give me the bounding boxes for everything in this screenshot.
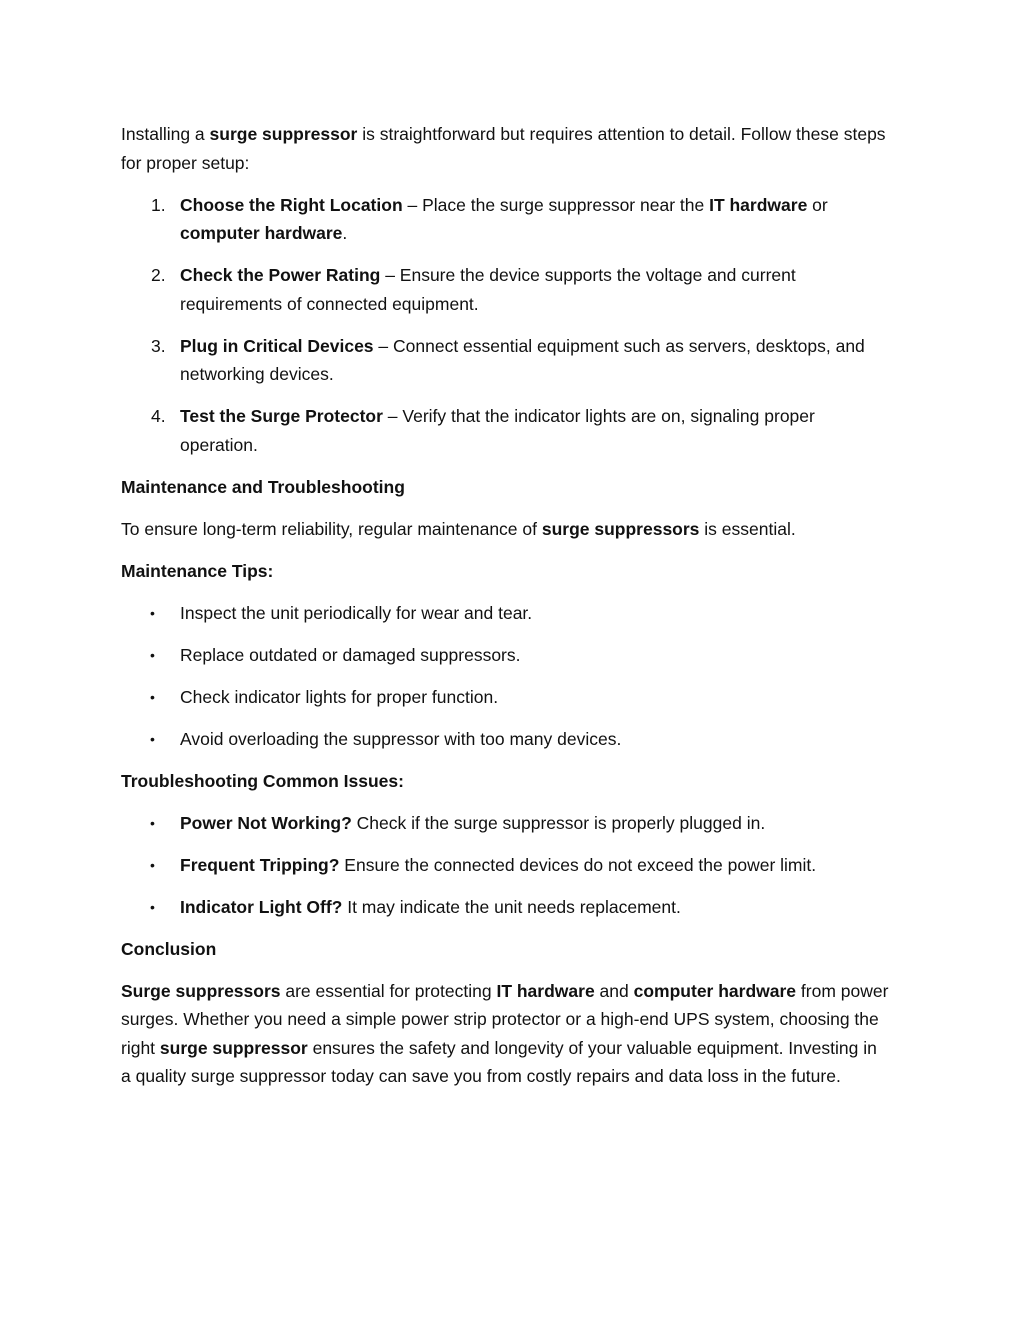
- conclusion-text: are essential for protecting: [280, 980, 497, 1001]
- list-number: 1.: [151, 194, 166, 215]
- tip-text: Check indicator lights for proper function.: [180, 686, 499, 707]
- maintenance-text-2: is essential.: [699, 518, 796, 539]
- step-text: – Place the surge suppressor near the: [402, 194, 710, 215]
- intro-bold-1: surge suppressor: [209, 124, 358, 144]
- intro-text-1: Installing a: [121, 124, 210, 144]
- maintenance-heading: Maintenance and Troubleshooting: [121, 476, 405, 497]
- step-title: Check the Power Rating: [180, 265, 381, 285]
- conclusion-paragraph: [121, 977, 891, 1091]
- tip-text: Inspect the unit periodically for wear and tear.: [180, 602, 533, 623]
- issue-question: Indicator Light Off?: [180, 896, 343, 917]
- list-item: [121, 809, 891, 838]
- step-text: – Ensure the device supports the voltage and current requirements of connected equipment.: [180, 265, 796, 314]
- issue-answer: Ensure the connected devices do not exceed the power limit.: [339, 854, 817, 875]
- troubleshooting-list: [121, 809, 891, 922]
- issue-answer: Check if the surge suppressor is properly plugged in.: [351, 812, 766, 833]
- issue-question: Power Not Working?: [180, 812, 352, 833]
- bullet-icon: •: [150, 814, 155, 831]
- step-bold: computer hardware: [180, 223, 343, 243]
- list-item: [121, 332, 891, 389]
- conclusion-bold: Surge suppressors: [121, 980, 281, 1001]
- maintenance-bold: surge suppressors: [541, 518, 700, 539]
- maintenance-tips-heading: Maintenance Tips:: [121, 560, 274, 581]
- intro-text-2: is straightforward but requires attention to detail. Follow these steps for proper setup:: [121, 124, 886, 173]
- list-item: [121, 599, 891, 628]
- conclusion-heading: Conclusion: [121, 938, 217, 959]
- tip-text: Replace outdated or damaged suppressors.: [180, 644, 521, 665]
- list-number: 2.: [151, 265, 166, 285]
- bullet-icon: •: [150, 688, 155, 705]
- issue-question: Frequent Tripping?: [180, 854, 340, 875]
- list-item: [121, 402, 891, 459]
- list-number: 4.: [151, 406, 166, 426]
- conclusion-text: and: [594, 980, 634, 1001]
- step-text: .: [342, 223, 348, 243]
- bullet-icon: •: [150, 604, 155, 621]
- bullet-icon: •: [150, 646, 155, 663]
- step-bold: IT hardware: [709, 194, 808, 215]
- step-text: or: [807, 194, 828, 215]
- step-title: Choose the Right Location: [180, 194, 403, 215]
- conclusion-bold: surge suppressor: [159, 1037, 308, 1058]
- troubleshooting-heading: Troubleshooting Common Issues:: [121, 770, 404, 791]
- step-title: Plug in Critical Devices: [180, 335, 374, 356]
- list-item: [121, 851, 891, 880]
- conclusion-bold: IT hardware: [496, 980, 595, 1001]
- conclusion-text: ensures the safety and longevity of your valuable equipment. Investing in a quality surge suppressor today can save you from costly repairs and data loss in the future.: [121, 1037, 877, 1086]
- conclusion-text: from power surges. Whether you need a simple power strip protector or a high-end UPS system, choosing the right: [121, 980, 889, 1058]
- intro-paragraph: [121, 120, 891, 177]
- bullet-icon: •: [150, 856, 155, 873]
- list-item: [121, 641, 891, 670]
- bullet-icon: •: [150, 730, 155, 747]
- setup-steps-list: [121, 191, 891, 460]
- issue-answer: It may indicate the unit needs replacement.: [342, 896, 681, 917]
- tip-text: Avoid overloading the suppressor with too many devices.: [180, 728, 622, 749]
- bullet-icon: •: [150, 898, 155, 915]
- list-item: [121, 893, 891, 922]
- maintenance-text-1: To ensure long-term reliability, regular maintenance of: [121, 518, 542, 539]
- step-text: – Connect essential equipment such as servers, desktops, and networking devices.: [180, 335, 865, 384]
- step-text: – Verify that the indicator lights are on, signaling proper operation.: [180, 406, 815, 455]
- list-number: 3.: [151, 335, 166, 356]
- list-item: [121, 683, 891, 712]
- maintenance-paragraph: [121, 515, 891, 544]
- list-item: [121, 191, 891, 248]
- step-title: Test the Surge Protector: [180, 406, 383, 426]
- document-page: [121, 120, 891, 1104]
- list-item: [121, 261, 891, 318]
- conclusion-bold: computer hardware: [633, 980, 797, 1001]
- maintenance-tips-list: [121, 599, 891, 754]
- list-item: [121, 725, 891, 754]
